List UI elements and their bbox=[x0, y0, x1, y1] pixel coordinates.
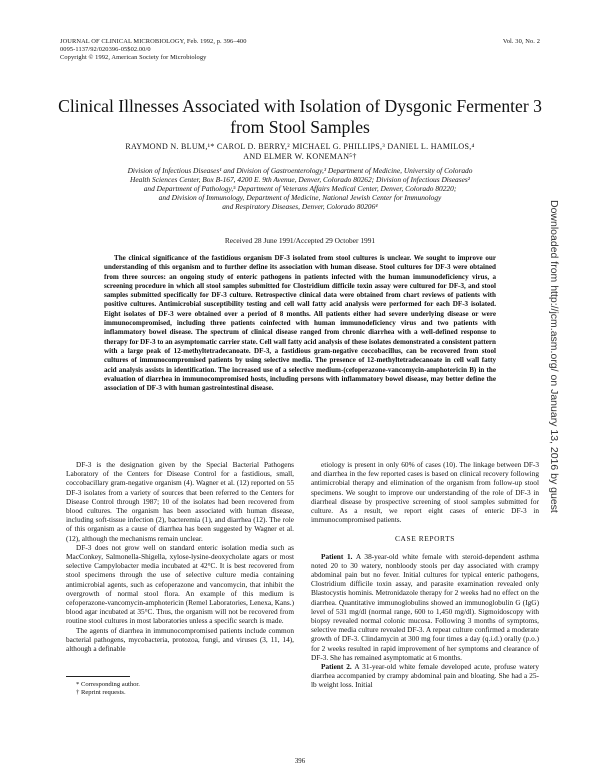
copyright-line: Copyright © 1992, American Society for Microbiology bbox=[60, 54, 207, 61]
author-line: RAYMOND N. BLUM,¹* CAROL D. BERRY,² MICHAEL G. PHILLIPS,³ DANIEL L. HAMILOS,⁴ bbox=[125, 142, 475, 151]
case-paragraph-patient-2 bbox=[311, 662, 539, 690]
article-title: Clinical Illnesses Associated with Isolation of Dysgonic Fermenter 3 from Stool Samples bbox=[58, 96, 542, 137]
page-number: 396 bbox=[294, 758, 306, 765]
issn-line: 0095-1137/92/020396-05$02.00/0 bbox=[60, 46, 151, 53]
received-dates: Received 28 June 1991/Accepted 29 October 1991 bbox=[224, 236, 376, 245]
footnote: † Reprint requests. bbox=[76, 689, 126, 696]
abstract bbox=[104, 254, 496, 393]
affiliation-line: and Division of Immunology, Department of Medicine, National Jewish Center for Immunology bbox=[158, 193, 442, 202]
download-stamp bbox=[548, 200, 560, 620]
body-column-left bbox=[66, 460, 294, 653]
affiliation-line: Health Sciences Center, Box B-167, 4200 E. 9th Avenue, Denver, Colorado 80262; Division of Infectious Diseases² bbox=[130, 175, 470, 184]
case-text: A 38-year-old white female with steroid-dependent asthma noted 20 to 30 watery, nonbloody stools per day associated with crampy abdominal pain but no fever. Initial cultures for typical enteric pathogens, Clostridium difficile toxin assay, and parasite examination revealed only Blastocystis hominis. Metronidazole therapy for 2 weeks had no effect on the diarrhea. Quantitative immunoglobulins showed an immunoglobulin G (IgG) level of 531 mg/dl (normal range, 600 to 1,450 mg/dl). Sigmoidoscopy with biopsy revealed normal colonic mucosa. Following 3 months of symptoms, selective media culture revealed DF-3. A repeat culture confirmed a moderate growth of DF-3. Clindamycin at 300 mg four times a day (q.i.d.) orally (p.o.) for 2 weeks resulted in rapid improvement of her symptoms and clearance of DF-3. She has remained asymptomatic at 6 months. bbox=[311, 551, 539, 662]
author-list bbox=[70, 142, 530, 161]
body-paragraph: DF-3 does not grow well on standard enteric isolation media such as MacConkey, Salmonella-Shigella, xylose-lysine-deoxycholate agars or most selective Campylobacter media incubated at 42°C. It is best recovered from stool specimens through the use of selective culture media containing antimicrobial agents, such as cefoperazone and vancomycin, that inhibit the overgrowth of normal stool flora. An example of this medium is cefoperazone-vancomycin-amphotericin (Remel Laboratories, Lenexa, Kans.) blood agar incubated at 35°C. Thus, the organism will not be recovered from routine stool cultures in most laboratories unless a specific search is made. bbox=[66, 542, 294, 626]
body-paragraph: DF-3 is the designation given by the Special Bacterial Pathogens Laboratory of the Centers for Disease Control for a fastidious, small, coccobacillary gram-negative organism (4). Wagner et al. (12) reported on 55 DF-3 isolates from a variety of sources that been referred to the Centers for Disease Control through 1987; 10 of the isolates had been recovered from blood cultures. The organism has been associated with human disease, including soft-tissue infection (2), bacteremia (1), and diarrhea (12). The role of this organism as a cause of diarrhea has been suggested by Wagner et al. (12), although the mechanisms remain unclear. bbox=[66, 460, 294, 543]
volume-issue: Vol. 30, No. 2 bbox=[502, 38, 540, 45]
case-text: A 31-year-old white female developed acute, profuse watery diarrhea accompanied by crampy abdominal pain and bloating. She had a 25-lb weight loss. Initial bbox=[311, 662, 539, 690]
affiliations bbox=[58, 166, 542, 211]
author-line: AND ELMER W. KONEMAN⁵† bbox=[243, 151, 357, 161]
footnote-rule bbox=[66, 676, 130, 677]
body-paragraph: etiology is present in only 60% of cases (10). The linkage between DF-3 and diarrhea in the few reported cases is based on clinical recovery following antimicrobial therapy and elimination of the organism from follow-up stool specimens. We sought to improve our understanding of the role of DF-3 in diarrheal disease by prospective screening of stool samples submitted for culture. As a result, we report eight cases of enteric DF-3 in immunocompromised patients. bbox=[311, 460, 539, 525]
body-column-right bbox=[311, 460, 539, 690]
footnote: * Corresponding author. bbox=[76, 681, 140, 688]
abstract-text: The clinical significance of the fastidious organism DF-3 isolated from stool cultures is unclear. We sought to improve our understanding of this organism and to further define its association with human disease. Stool cultures for DF-3 were obtained from three sources: an ongoing study of enteric pathogens in patients infected with the human immunodeficiency virus, a screening procedure in which all stool samples submitted for Clostridium difficile toxin assay were cultured for DF-3, and stool samples submitted specifically for DF-3 culture. Retrospective clinical data were obtained from chart reviews of patients with positive cultures. Antimicrobial susceptibility testing and cell wall fatty acid analysis were performed for each DF-3 isolated. Eight isolates of DF-3 were obtained over a period of 8 months. All patients either had severe underlying disease or were immunocompromised, including three patients coinfected with human immunodeficiency virus and two patients with inflammatory bowel disease. The spectrum of clinical disease ranged from chronic diarrhea with a well-defined response to therapy for DF-3 to an asymptomatic carrier state. Cell wall fatty acid analysis of these isolates demonstrated a consistent pattern with a large peak of 12-methyltetradecanoate. DF-3, a fastidious gram-negative coccobacillus, can be recovered from stool cultures of immunocompromised patients by using selective media. The presence of 12-methyltetradecanoate in cell wall fatty acid analysis assists in identification. The increased use of a selective medium-(cefoperazone-vancomycin-amphotericin B) in the evaluation of diarrhea in immunocompromised hosts, including persons with inflammatory bowel disease, may better define the association of DF-3 with human gastrointestinal disease. bbox=[104, 254, 496, 393]
case-label: Patient 1. bbox=[321, 551, 353, 561]
case-label: Patient 2. bbox=[321, 662, 352, 672]
footnotes bbox=[66, 676, 294, 697]
affiliation-line: Division of Infectious Diseases¹ and Division of Gastroenterology,³ Department of Medicine, University of Colorado bbox=[127, 166, 473, 175]
journal-citation: JOURNAL OF CLINICAL MICROBIOLOGY, Feb. 1992, p. 396–400 bbox=[60, 38, 247, 45]
section-heading-case-reports: CASE REPORTS bbox=[395, 534, 455, 544]
download-stamp-text: Downloaded from http://jcm.asm.org/ on January 13, 2016 by guest bbox=[548, 200, 560, 513]
case-paragraph-patient-1 bbox=[311, 552, 539, 662]
affiliation-line: and Department of Pathology,⁵ Department of Veterans Affairs Medical Center, Denver, Colorado 80220; bbox=[143, 184, 457, 193]
affiliation-line: and Respiratory Diseases, Denver, Colorado 80206⁴ bbox=[222, 202, 378, 211]
body-paragraph: The agents of diarrhea in immunocompromised patients include common bacterial pathogens, mycobacteria, protozoa, fungi, and viruses (3, 11, 14), although a definable bbox=[66, 625, 294, 654]
journal-masthead bbox=[60, 38, 540, 62]
